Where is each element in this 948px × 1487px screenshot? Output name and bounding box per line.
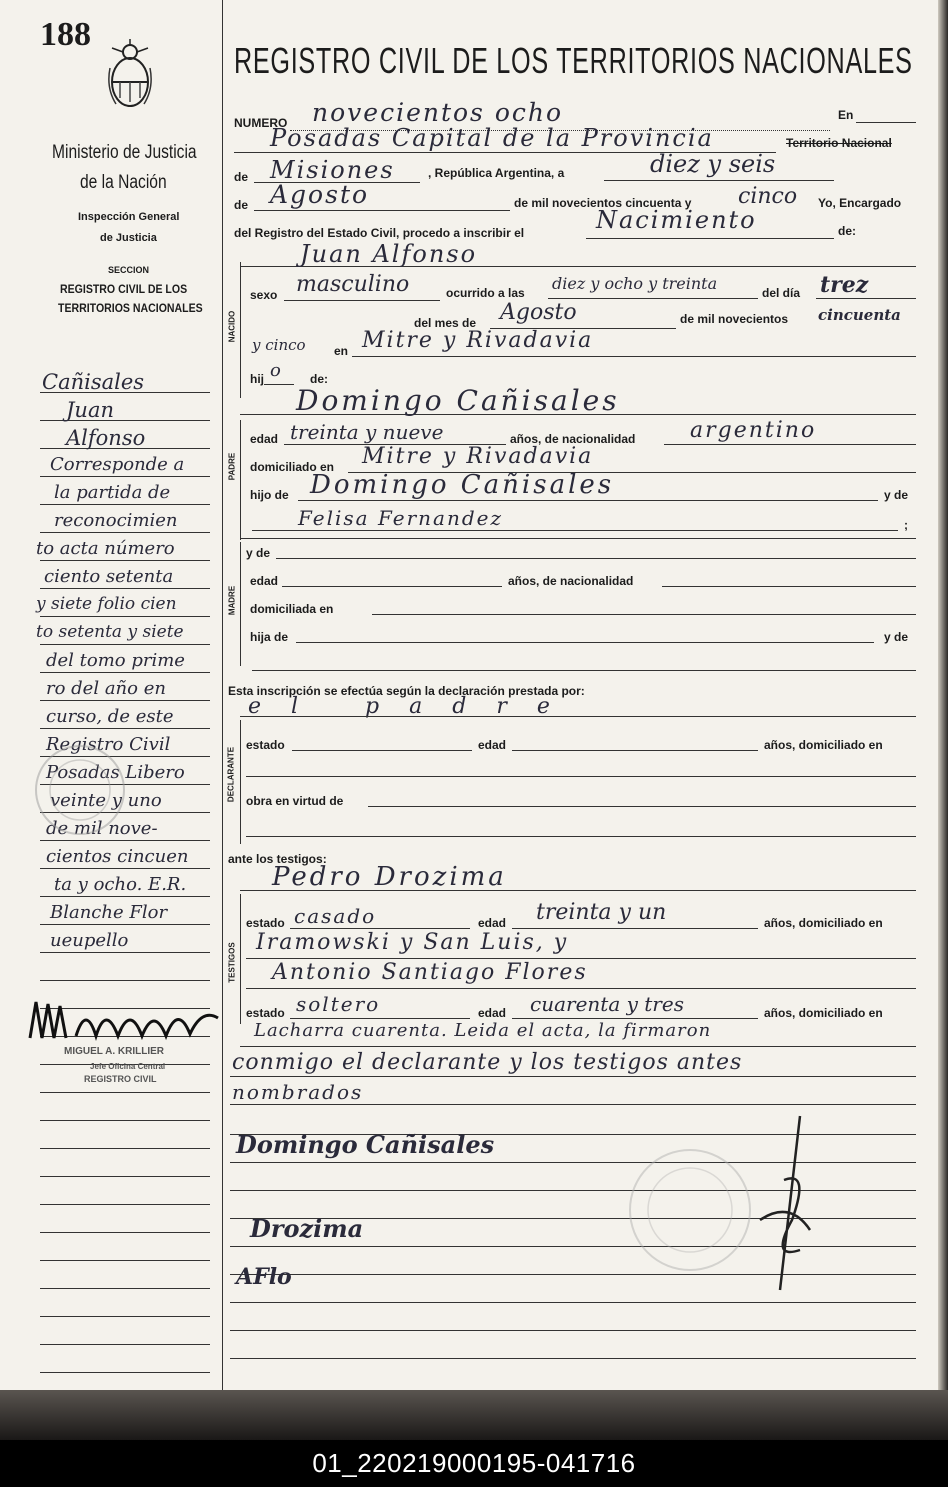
padre-edad-value: treinta y nueve	[290, 420, 444, 444]
margin-note-line: del tomo prime	[46, 650, 185, 671]
numero-label: NUMERO	[234, 116, 288, 130]
firma-testigo1: Drozima	[250, 1214, 364, 1243]
side-label-testigos: TESTIGOS	[227, 942, 237, 983]
de2-label: de	[234, 198, 249, 212]
ocurrido-label: ocurrido a las	[446, 286, 525, 300]
anio-nac2-value: y cinco	[252, 336, 306, 354]
side-label-nacido: NACIDO	[227, 310, 237, 343]
section-line1: SECCION	[108, 265, 150, 275]
hija-de-label: hija de	[250, 630, 289, 644]
padre-nombre-value: Domingo Cañisales	[296, 384, 620, 417]
anos-dom-label: años, domiciliado en	[764, 738, 883, 752]
yo-encargado-label: Yo, Encargado	[818, 196, 902, 210]
cierre-line2: conmigo el declarante y los testigos antes	[232, 1050, 743, 1075]
coat-of-arms-icon	[104, 38, 156, 114]
registro-label: del Registro del Estado Civil, procedo a inscribir el	[234, 226, 525, 240]
section-line3: TERRITORIOS NACIONALES	[58, 301, 203, 315]
dia-fecha-value: diez y seis	[650, 150, 776, 178]
section-line2: REGISTRO CIVIL DE LOS	[60, 282, 188, 296]
margin-note-line: Corresponde a	[50, 454, 185, 475]
lugar-value: Posadas Capital de la Provincia	[270, 124, 714, 152]
margin-note-line: Cañisales	[42, 370, 145, 394]
de-mil-label: de mil novecientos cincuenta y	[514, 196, 692, 210]
lugar-nac-value: Mitre y Rivadavia	[362, 328, 594, 353]
sexo-label: sexo	[250, 288, 278, 302]
de-colon2-label: de:	[310, 372, 328, 386]
nombre-value: Juan Alfonso	[300, 240, 478, 268]
firma-declarante: Domingo Cañisales	[236, 1130, 495, 1159]
obra-label: obra en virtud de	[246, 794, 344, 808]
margin-note-line: de mil nove-	[46, 818, 158, 839]
mes-nac-value: Agosto	[500, 300, 577, 325]
t-estado-label: estado	[246, 916, 285, 930]
padre-nac-value: argentino	[690, 418, 817, 443]
declarante-value: el padre	[248, 694, 580, 719]
republica-label: , República Argentina, a	[428, 166, 565, 180]
margin-note-line: Blanche Flor	[50, 902, 168, 923]
hijo-de-label: hijo de	[250, 488, 289, 502]
inspection-line1: Inspección General	[78, 211, 180, 223]
madre-y-de2-label: y de	[884, 630, 909, 644]
testigo1-edad-value: treinta y un	[536, 900, 667, 925]
t2-estado-label: estado	[246, 1006, 285, 1020]
mes-fecha-value: Agosto	[270, 180, 370, 209]
acto-value: Nacimiento	[596, 206, 757, 234]
margin-note-line: Registro Civil	[46, 734, 171, 755]
margin-note-line: to setenta y siete	[36, 622, 184, 642]
estado-label: estado	[246, 738, 285, 752]
testigo1-estado-value: casado	[294, 904, 377, 928]
cierre-line1: Lacharra cuarenta. Leida el acta, la firmaron	[254, 1020, 712, 1041]
margin-note-line: Alfonso	[66, 426, 146, 450]
official-seal-icon	[620, 1140, 760, 1280]
margin-note-line: reconocimien	[54, 510, 178, 531]
t-edad-label: edad	[478, 916, 507, 930]
territorio-value: Misiones	[270, 156, 395, 184]
madre-edad-label: edad	[250, 574, 279, 588]
ante-testigos-label: ante los testigos:	[228, 852, 327, 866]
testigo1-nombre-value: Pedro Drozima	[272, 862, 507, 892]
margin-note-line: y siete folio cien	[36, 594, 177, 614]
side-label-padre: PADRE	[227, 452, 237, 481]
firma-testigo2: AFlo	[236, 1264, 292, 1290]
margin-note-line: ueupello	[50, 930, 129, 951]
margin-note-line: curso, de este	[46, 706, 174, 727]
margin-divider	[222, 0, 223, 1390]
madre-anos-label: años, de nacionalidad	[508, 574, 634, 588]
document-id-footer: 01_220219000195-041716	[0, 1440, 948, 1487]
en-label2: en	[334, 344, 349, 358]
margin-note-line: cientos cincuen	[46, 846, 189, 867]
padre-dom-value: Mitre y Rivadavia	[362, 444, 594, 469]
y-de-label: y de	[884, 488, 909, 502]
side-label-madre: MADRE	[227, 585, 237, 616]
hijo-o-value: o	[270, 360, 281, 381]
anio-nac-value: cincuenta	[818, 306, 901, 324]
de-mil-nov-label: de mil novecientos	[680, 312, 789, 326]
official-stamp: MIGUEL A. KRILLIER Jefe Oficina Central REGISTRO CIVIL	[64, 1046, 166, 1084]
anos-nac-label: años, de nacionalidad	[510, 432, 636, 446]
semicolon-label: ;	[904, 518, 908, 532]
anio-fecha-value: cinco	[738, 184, 798, 209]
inscripcion-label: Esta inscripción se efectúa según la declaración prestada por:	[228, 684, 585, 698]
margin-note-line: ta y ocho. E.R.	[54, 874, 187, 895]
del-dia-label: del día	[762, 286, 801, 300]
numero-value: novecientos ocho	[312, 98, 564, 127]
cierre-line3: nombrados	[232, 1080, 364, 1104]
padre-hijo-de-value: Domingo Cañisales	[310, 470, 615, 500]
testigo1-dom-value: Iramowski y San Luis, y	[256, 930, 569, 955]
de-label: de	[234, 170, 249, 184]
testigo2-edad-value: cuarenta y tres	[530, 992, 684, 1016]
testigo2-estado-value: soltero	[296, 992, 381, 1016]
domiciliada-label: domiciliada en	[250, 602, 334, 616]
margin-note-line: Juan	[66, 398, 114, 422]
t-anos-dom-label: años, domiciliado en	[764, 916, 883, 930]
t2-anos-dom-label: años, domiciliado en	[764, 1006, 883, 1020]
territorio-label: Territorio Nacional	[786, 136, 892, 150]
margin-seal-icon	[30, 740, 130, 840]
edad2-label: edad	[478, 738, 507, 752]
de-colon-label: de:	[838, 224, 856, 238]
registry-title: REGISTRO CIVIL DE LOS TERRITORIOS NACIONALES	[234, 40, 913, 81]
domiciliado-label: domiciliado en	[250, 460, 335, 474]
margin-note-line: Posadas Libero	[46, 762, 185, 783]
margin-note-line: la partida de	[54, 482, 171, 503]
margin-note-line: to acta número	[36, 538, 175, 559]
edad-label: edad	[250, 432, 279, 446]
margin-note-line: veinte y uno	[50, 790, 162, 811]
hora-value: diez y ocho y treinta	[552, 274, 718, 293]
sexo-value: masculino	[296, 272, 410, 297]
inspection-line2: de Justicia	[100, 232, 157, 244]
signature-scribble-icon	[26, 998, 226, 1044]
t2-edad-label: edad	[478, 1006, 507, 1020]
page-number: 188	[40, 16, 91, 53]
side-label-declarante: DECLARANTE	[226, 746, 236, 803]
margin-note-line: ciento setenta	[44, 566, 174, 587]
hijo-label: hij	[250, 372, 264, 386]
ministry-line2: de la Nación	[80, 172, 167, 193]
en-label: En	[838, 108, 854, 122]
ministry-line1: Ministerio de Justicia	[52, 142, 197, 163]
dia-nac-value: trez	[820, 272, 869, 298]
del-mes-label: del mes de	[414, 316, 477, 330]
testigo2-nombre-value: Antonio Santiago Flores	[272, 960, 588, 985]
padre-y-de-value: Felisa Fernandez	[298, 506, 503, 530]
margin-note-line: ro del año en	[46, 678, 166, 699]
madre-y-de-label: y de	[246, 546, 271, 560]
